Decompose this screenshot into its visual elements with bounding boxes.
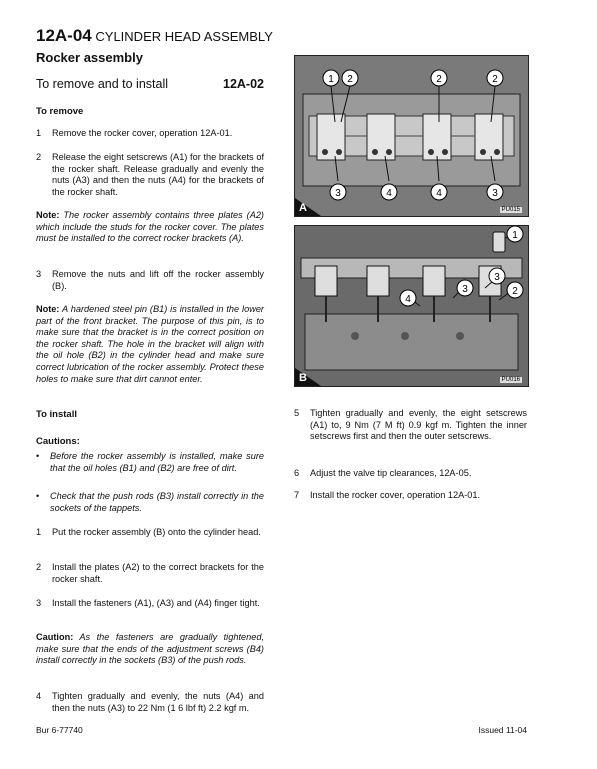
figure-a-illustration <box>295 56 528 216</box>
subsection-title: Rocker assembly <box>36 50 143 65</box>
callout-b-3b: 3 <box>494 272 500 283</box>
figure-b-code: PU016 <box>501 377 520 383</box>
operation-title: To remove and to install <box>36 77 169 91</box>
right-column <box>294 408 527 518</box>
operation-ref: 12A-02 <box>223 77 264 91</box>
callout-a-bottom-2: 4 <box>386 188 392 199</box>
install-step-3: 3 Install the fasteners (A1), (A3) and (A4) finger tight. <box>36 598 260 608</box>
callout-a-top-2: 2 <box>347 74 353 85</box>
left-column <box>36 106 264 726</box>
remove-step-2: 2 Release the eight setscrews (A1) for the brackets of the rocker shaft. Release gradually and evenly the nuts (A3) and then the nuts (A4) for the brackets of the rocker shaft. <box>36 152 264 197</box>
note-plates: Note: The rocker assembly contains three plates (A2) which include the studs for the rocker cover. The plates must be installed to the correct rocker brackets (A). <box>36 210 264 244</box>
caution-fasteners: Caution: As the fasteners are gradually tightened, make sure that the ends of the adjustment screws (B4) install correctly in the sockets (B3) of the push rods. <box>36 632 264 666</box>
install-step-5: 5 Tighten gradually and evenly, the eight setscrews (A1) to, 9 Nm (7 M ft) 0.9 kgf m. Tighten the inner setscrews first and then the outer setscrews. <box>294 408 527 442</box>
install-step-4: 4 Tighten gradually and evenly, the nuts (A4) and then the nuts (A3) to 22 Nm (1 6 lbf ft) 2.2 kgf m. <box>36 691 264 713</box>
caution-item-1: • Before the rocker assembly is installed, make sure that the oil holes (B1) and (B2) are free of dirt. <box>36 451 264 473</box>
caution-item-2: • Check that the push rods (B3) install correctly in the sockets of the tappets. <box>36 491 264 513</box>
callout-b-4: 4 <box>405 294 411 305</box>
install-heading: To install <box>36 409 77 420</box>
cautions-heading: Cautions: <box>36 436 80 447</box>
install-step-1: 1 Put the rocker assembly (B) onto the cylinder head. <box>36 527 261 537</box>
remove-step-1: 1 Remove the rocker cover, operation 12A-01. <box>36 128 233 138</box>
figure-b <box>294 225 529 387</box>
figure-a <box>294 55 529 217</box>
callout-b-2: 2 <box>512 286 518 297</box>
figure-a-code: PU015 <box>501 207 520 213</box>
figure-a-letter: A <box>299 202 307 214</box>
install-step-7: 7 Install the rocker cover, operation 12A-01. <box>294 490 481 500</box>
install-step-2: 2 Install the plates (A2) to the correct brackets for the rocker shaft. <box>36 562 264 584</box>
callout-a-top-4: 2 <box>492 74 498 85</box>
page-header <box>36 26 273 46</box>
section-title: CYLINDER HEAD ASSEMBLY <box>95 29 273 44</box>
callout-a-bottom-4: 3 <box>492 188 498 199</box>
install-step-6: 6 Adjust the valve tip clearances, 12A-05. <box>294 468 472 478</box>
callout-a-bottom-3: 4 <box>436 188 442 199</box>
remove-heading: To remove <box>36 106 84 117</box>
figure-b-illustration <box>295 226 528 386</box>
callout-b-3a: 3 <box>462 284 468 295</box>
footer-doc-number: Bur 6-77740 <box>36 725 83 735</box>
note-pin: Note: A hardened steel pin (B1) is installed in the lower part of the front bracket. The purpose of this pin, is to make sure that the bracket is in the correct position on the rocker shaft. The hole in the bracket will align with the oil hole (B2) in the cylinder head and make sure correct lubrication of the rocker assembly. Protect these holes to make sure that dirt cannot enter. <box>36 304 264 384</box>
operation-heading <box>36 77 264 91</box>
callout-a-top-1: 1 <box>328 74 334 85</box>
callout-a-top-3: 2 <box>436 74 442 85</box>
callout-a-bottom-1: 3 <box>335 188 341 199</box>
figure-b-letter: B <box>299 372 307 384</box>
remove-step-3: 3 Remove the nuts and lift off the rocker assembly (B). <box>36 269 264 291</box>
section-code: 12A-04 <box>36 26 92 45</box>
footer-issue: Issued 11-04 <box>478 725 527 735</box>
callout-b-1: 1 <box>512 230 518 241</box>
